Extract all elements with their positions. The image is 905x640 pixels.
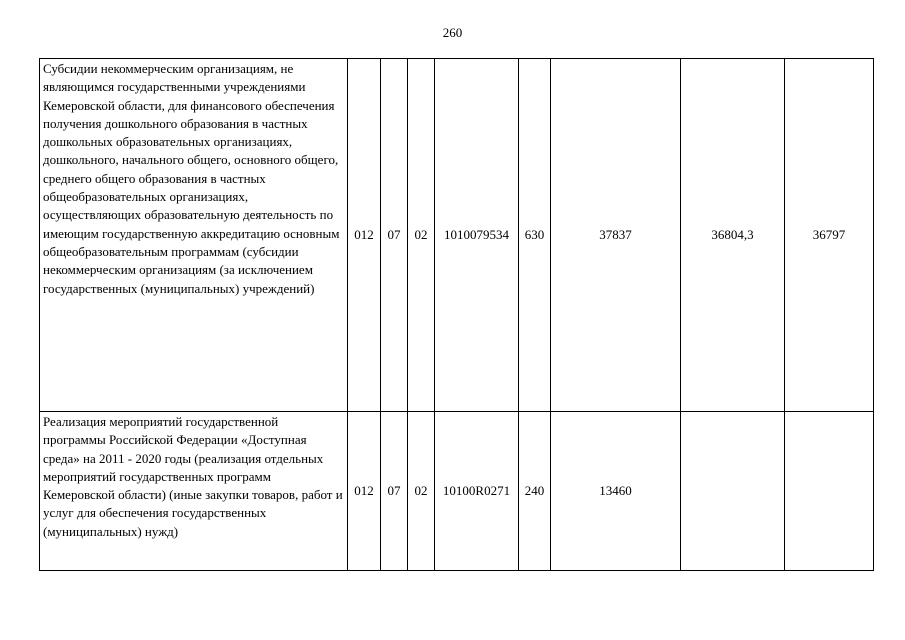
expense-type-code: 630: [519, 59, 551, 412]
row-description: Субсидии некоммерческим организациям, не являющимся государственными учреждениями Кемеровской области, для финансового обеспечения получения дошкольного образования в частных дошкольных образовательных организациях, дошкольного, начального общего, основного общего, среднего общего образования в частных общеобразовательных организациях, осуществляющих образовательную деятельность по имеющим государственную аккредитацию основным общеобразовательным программам (субсидии некоммерческим организациям (за исключением государственных (муниципальных) учреждений): [40, 59, 348, 412]
amount-2: 36804,3: [681, 59, 785, 412]
amount-3: [785, 412, 874, 571]
amount-3: 36797: [785, 59, 874, 412]
budget-table: [39, 58, 874, 571]
target-article-code: 10100R0271: [435, 412, 519, 571]
target-article-code: 1010079534: [435, 59, 519, 412]
subsection-code: 02: [408, 412, 435, 571]
table-row: [40, 59, 874, 412]
page-number: 260: [442, 25, 463, 40]
subsection-code: 02: [408, 59, 435, 412]
ministry-code: 012: [348, 59, 381, 412]
amount-1: 13460: [551, 412, 681, 571]
amount-2: [681, 412, 785, 571]
section-code: 07: [381, 59, 408, 412]
amount-1: 37837: [551, 59, 681, 412]
section-code: 07: [381, 412, 408, 571]
expense-type-code: 240: [519, 412, 551, 571]
table-row: [40, 412, 874, 571]
ministry-code: 012: [348, 412, 381, 571]
row-description: Реализация мероприятий государственной программы Российской Федерации «Доступная среда» на 2011 - 2020 годы (реализация отдельных мероприятий государственных программ Кемеровской области) (иные закупки товаров, работ и услуг для обеспечения государственных (муниципальных) нужд): [40, 412, 348, 571]
